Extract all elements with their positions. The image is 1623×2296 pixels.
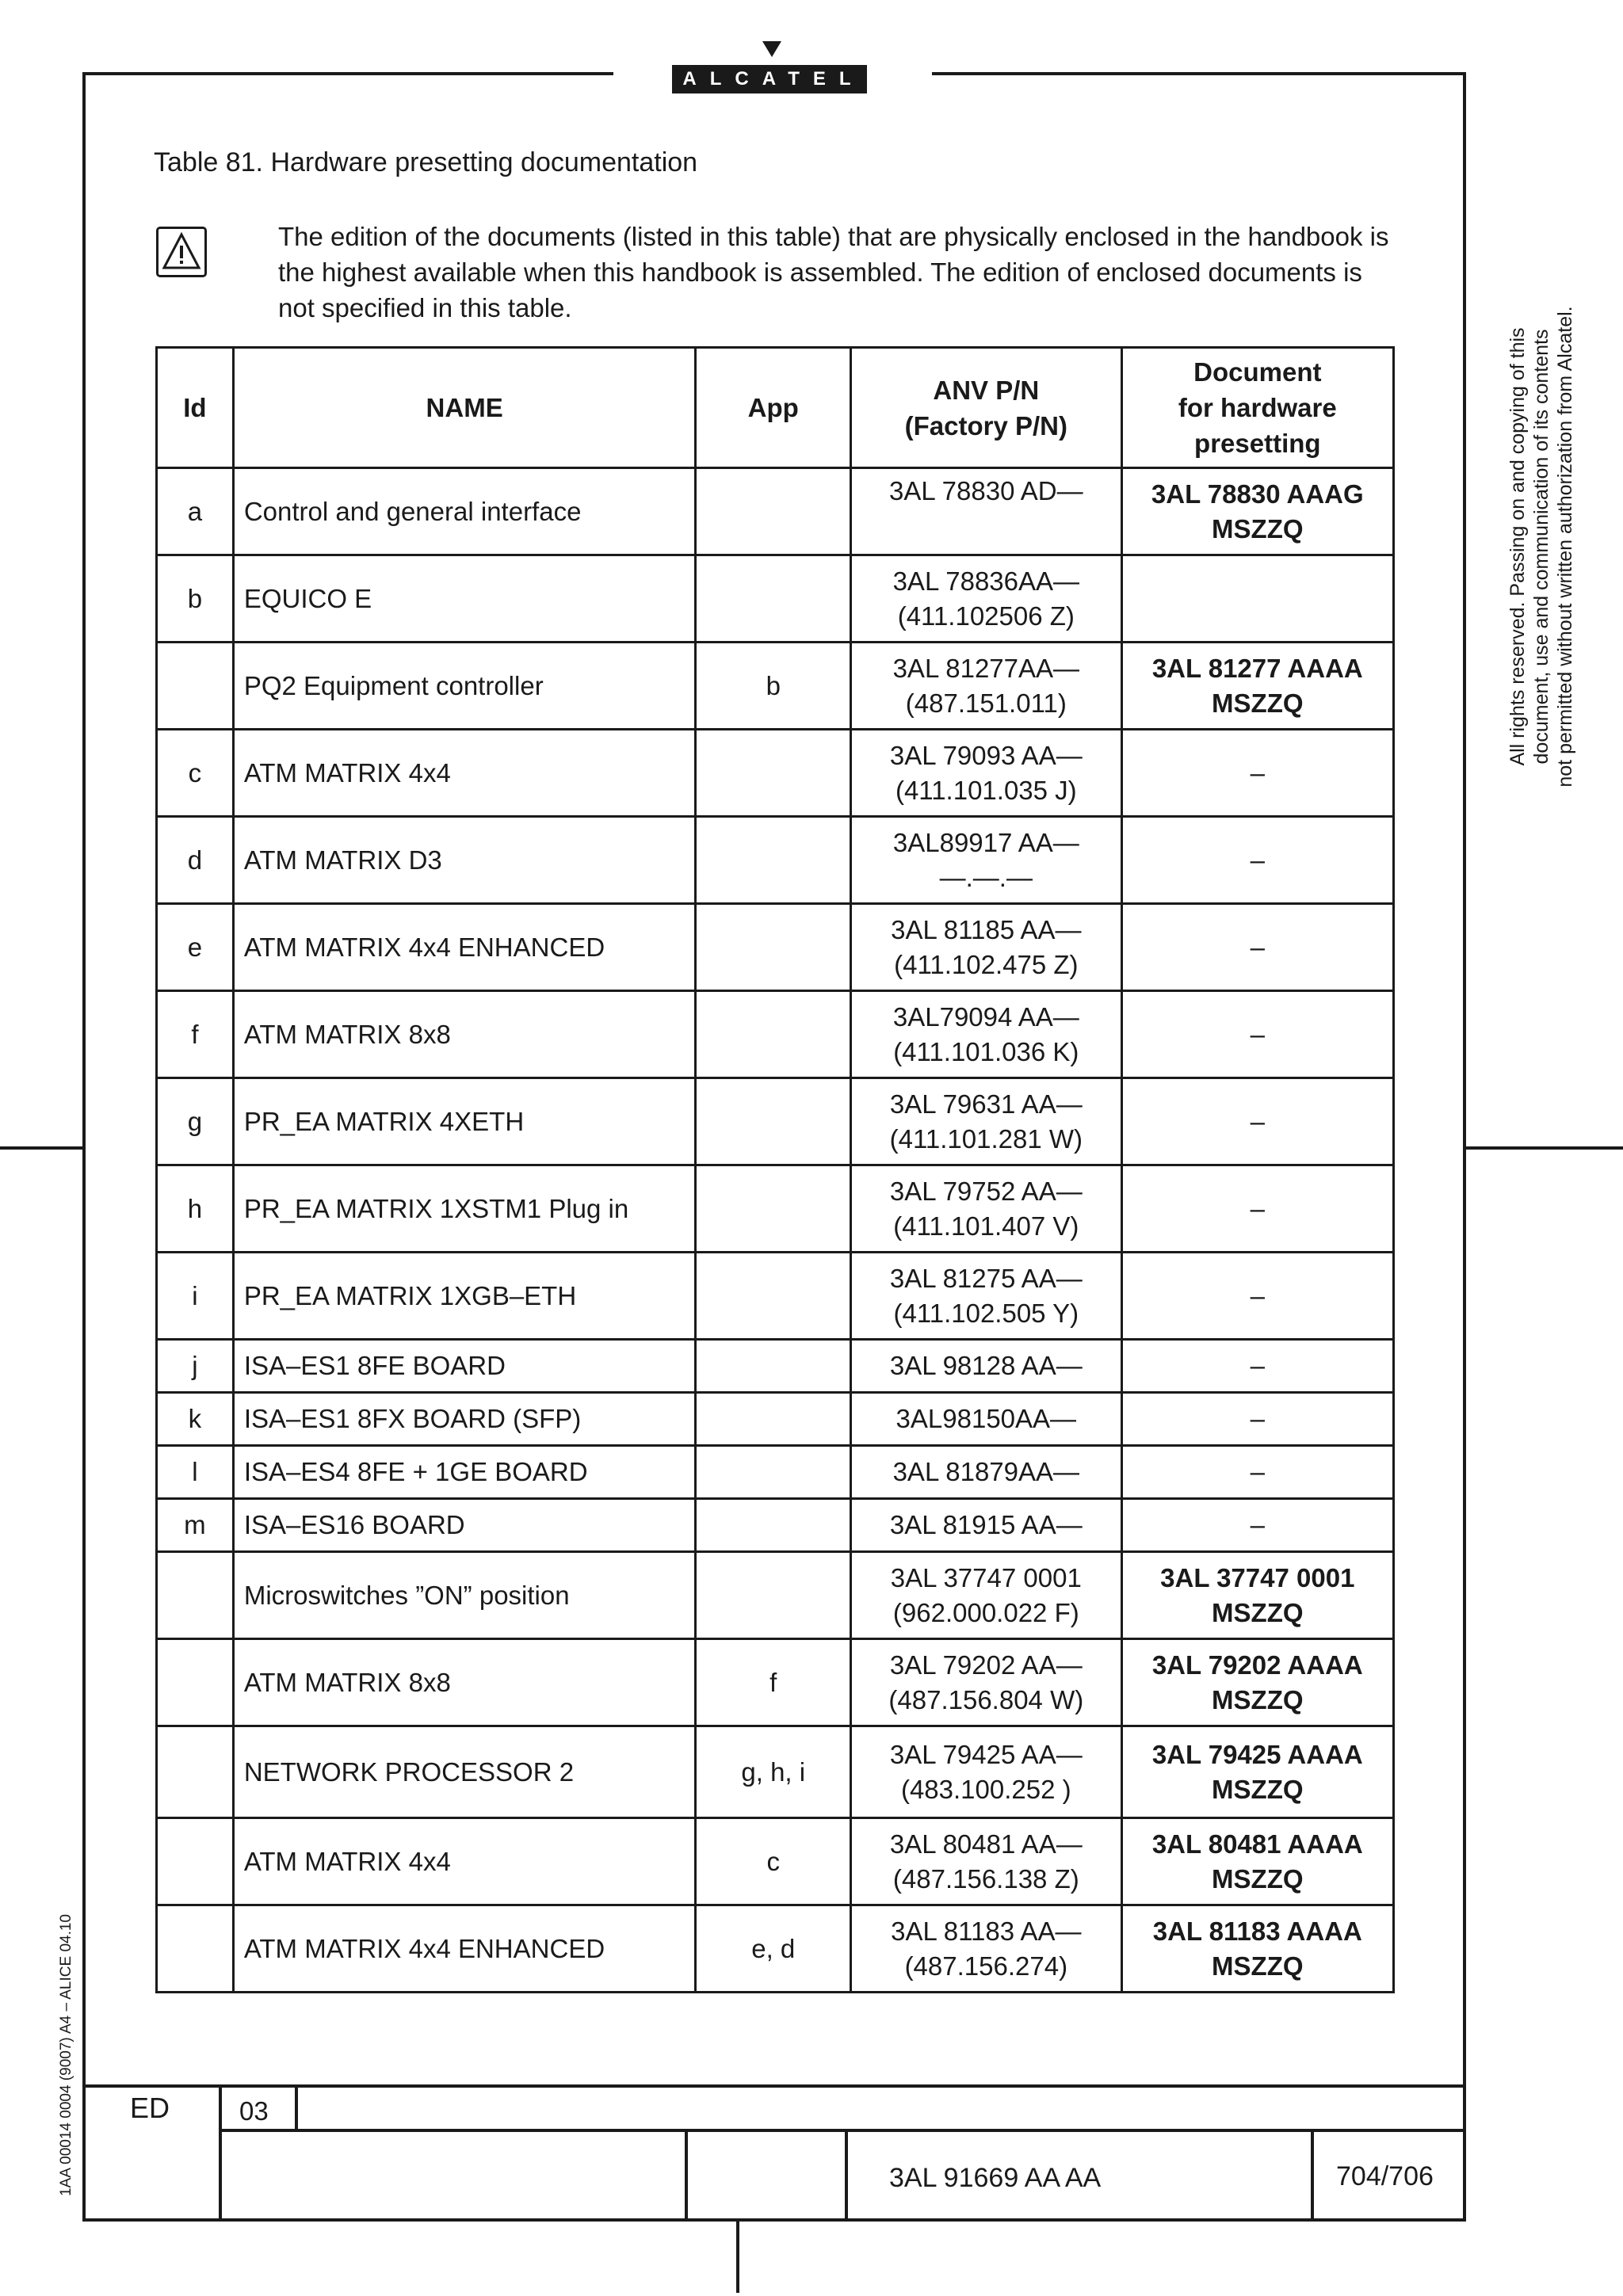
cell-document: –: [1121, 1393, 1393, 1446]
cell-document-line: MSZZQ: [1212, 1863, 1304, 1894]
cell-anv-pn-line: (962.000.022 F): [892, 1597, 1079, 1627]
cell-anv-pn-line: (487.151.011): [905, 688, 1067, 718]
cell-document-line: 3AL 78830 AAAG: [1151, 479, 1364, 509]
page-number: 704/706: [1336, 2161, 1434, 2191]
cell-name: NETWORK PROCESSOR 2: [233, 1726, 696, 1818]
header-document: [1121, 348, 1393, 468]
header-document-line: Document: [1193, 357, 1322, 387]
cell-id: [157, 643, 234, 730]
cell-document-line: 3AL 81183 AAAA: [1152, 1916, 1362, 1946]
cell-anv-pn-line: 3AL 81275 AA—: [889, 1263, 1083, 1293]
cell-document-line: MSZZQ: [1212, 1597, 1304, 1627]
cell-anv-pn: 3AL 98128 AA—: [851, 1340, 1122, 1393]
cell-app: [696, 1078, 851, 1165]
cell-document-line: MSZZQ: [1212, 688, 1304, 718]
cell-anv-pn: [851, 730, 1122, 817]
cell-name: ATM MATRIX 4x4 ENHANCED: [233, 1905, 696, 1993]
cell-anv-pn: [851, 1639, 1122, 1726]
table-row: [157, 1818, 1394, 1905]
cell-app: g, h, i: [696, 1726, 851, 1818]
cell-document: –: [1121, 1078, 1393, 1165]
binding-mark: [736, 2222, 739, 2293]
cell-anv-pn-line: 3AL 81183 AA—: [891, 1916, 1082, 1946]
cell-document-line: 3AL 81277 AAAA: [1151, 653, 1363, 683]
warning-text: The edition of the documents (listed in this table) that are physically enclosed in the handbook is the highest available when this handbook is assembled. The edition of enclosed documents is not specified in this table.: [278, 222, 1389, 322]
cell-document-line: 3AL 37747 0001: [1160, 1562, 1355, 1592]
table-row: [157, 1552, 1394, 1639]
cell-id: [157, 1905, 234, 1993]
hardware-presetting-table: [155, 346, 1395, 1993]
cell-anv-pn-line: (411.102.475 Z): [894, 949, 1079, 979]
cell-id: a: [157, 468, 234, 555]
cell-anv-pn: [851, 817, 1122, 904]
cell-anv-pn: [851, 1078, 1122, 1165]
cell-document: [1121, 1552, 1393, 1639]
cell-name: Microswitches ”ON” position: [233, 1552, 696, 1639]
cell-anv-pn: [851, 555, 1122, 643]
cell-app: e, d: [696, 1905, 851, 1993]
cell-name: PR_EA MATRIX 1XGB–ETH: [233, 1253, 696, 1340]
cell-name: ATM MATRIX 8x8: [233, 1639, 696, 1726]
table-row: [157, 1905, 1394, 1993]
copyright-note: [1506, 306, 1577, 787]
cell-anv-pn-line: 3AL79094 AA—: [892, 1001, 1079, 1032]
cell-app: [696, 1165, 851, 1253]
cell-document: [1121, 468, 1393, 555]
frame-top-left: [82, 72, 613, 75]
cell-document-line: 3AL 79425 AAAA: [1151, 1739, 1363, 1769]
cell-document: –: [1121, 904, 1393, 991]
cell-document: –: [1121, 1446, 1393, 1499]
cell-anv-pn-line: (411.102.505 Y): [893, 1298, 1079, 1328]
cell-document: –: [1121, 817, 1393, 904]
cell-app: [696, 1552, 851, 1639]
cell-anv-pn-line: (487.156.274): [904, 1951, 1068, 1981]
cell-anv-pn: [851, 1905, 1122, 1993]
cell-anv-pn-line: (487.156.138 Z): [892, 1863, 1079, 1894]
cell-id: e: [157, 904, 234, 991]
warning-triangle-icon: [156, 227, 207, 277]
cell-anv-pn-line: 3AL 37747 0001: [890, 1562, 1082, 1592]
table-row: [157, 643, 1394, 730]
table-row: [157, 1078, 1394, 1165]
cell-document: –: [1121, 1165, 1393, 1253]
cell-id: l: [157, 1446, 234, 1499]
cell-id: i: [157, 1253, 234, 1340]
header-anv: [851, 348, 1122, 468]
cell-anv-pn: [851, 643, 1122, 730]
footer-divider: [219, 2084, 222, 2222]
cell-id: b: [157, 555, 234, 643]
cell-anv-pn: [851, 1552, 1122, 1639]
cell-id: m: [157, 1499, 234, 1552]
cell-id: [157, 1818, 234, 1905]
footer-bottom-rule: [82, 2218, 1466, 2222]
cell-name: ATM MATRIX 4x4 ENHANCED: [233, 904, 696, 991]
cell-anv-pn-line: 3AL 78836AA—: [892, 566, 1080, 596]
cell-app: [696, 555, 851, 643]
cell-name: ATM MATRIX D3: [233, 817, 696, 904]
cell-document: –: [1121, 730, 1393, 817]
cell-anv-pn: [851, 1165, 1122, 1253]
footer-divider: [845, 2129, 848, 2222]
cell-anv-pn: [851, 1818, 1122, 1905]
cell-app: [696, 730, 851, 817]
cell-anv-pn-line: (411.101.035 J): [895, 775, 1077, 805]
document-number: 3AL 91669 AA AA: [889, 2163, 1102, 2193]
cell-document: –: [1121, 991, 1393, 1078]
cell-name: PQ2 Equipment controller: [233, 643, 696, 730]
cell-id: [157, 1639, 234, 1726]
cell-name: ATM MATRIX 4x4: [233, 1818, 696, 1905]
table-row: [157, 1340, 1394, 1393]
header-anv-line: ANV P/N: [933, 375, 1040, 405]
footer-divider: [1311, 2129, 1314, 2222]
copyright-line: not permitted without written authorization from Alcatel.: [1554, 306, 1576, 788]
cell-app: [696, 1253, 851, 1340]
cell-document-line: MSZZQ: [1212, 1684, 1304, 1714]
cell-document: [1121, 643, 1393, 730]
cell-app: f: [696, 1639, 851, 1726]
header-app: App: [696, 348, 851, 468]
header-document-line: presetting: [1194, 429, 1321, 458]
header-document-line: for hardware: [1178, 393, 1337, 422]
cell-app: [696, 817, 851, 904]
cell-name: ATM MATRIX 4x4: [233, 730, 696, 817]
cell-anv-pn-line: —.—.—: [939, 862, 1033, 892]
table-row: [157, 1253, 1394, 1340]
cell-anv-pn: 3AL 81879AA—: [851, 1446, 1122, 1499]
cell-document-line: MSZZQ: [1212, 1774, 1304, 1804]
footer-divider: [685, 2129, 688, 2222]
cell-app: [696, 1393, 851, 1446]
table-row: [157, 1446, 1394, 1499]
cell-name: ISA–ES1 8FE BOARD: [233, 1340, 696, 1393]
cell-document: [1121, 1639, 1393, 1726]
table-row: [157, 991, 1394, 1078]
cell-document: [1121, 555, 1393, 643]
document-code: 1AA 00014 0004 (9007) A4 – ALICE 04.10: [58, 1913, 74, 2197]
table-row: [157, 1639, 1394, 1726]
cell-app: [696, 991, 851, 1078]
cell-anv-pn: [851, 904, 1122, 991]
cell-name: EQUICO E: [233, 555, 696, 643]
frame-top-right: [932, 72, 1466, 75]
cell-app: b: [696, 643, 851, 730]
logo-arrow-icon: [762, 41, 781, 57]
cell-anv-pn-line: 3AL 79202 AA—: [889, 1650, 1083, 1680]
table-row: [157, 1165, 1394, 1253]
cell-document-line: 3AL 80481 AAAA: [1151, 1829, 1363, 1859]
table-caption: Table 81. Hardware presetting documentation: [154, 147, 698, 177]
cell-anv-pn: [851, 1253, 1122, 1340]
cell-anv-pn-line: 3AL 79752 AA—: [889, 1176, 1083, 1206]
cell-app: [696, 1340, 851, 1393]
cell-anv-pn-line: 3AL 79425 AA—: [889, 1739, 1083, 1769]
cell-anv-pn-line: 3AL 80481 AA—: [889, 1829, 1083, 1859]
cell-name: ATM MATRIX 8x8: [233, 991, 696, 1078]
cell-anv-pn-line: (411.101.281 W): [889, 1123, 1083, 1154]
copyright-line: All rights reserved. Passing on and copying of this: [1507, 327, 1529, 766]
table-row: [157, 730, 1394, 817]
cell-id: c: [157, 730, 234, 817]
cell-document: –: [1121, 1253, 1393, 1340]
cell-name: PR_EA MATRIX 1XSTM1 Plug in: [233, 1165, 696, 1253]
alcatel-logo: ALCATEL: [672, 65, 867, 93]
cell-anv-pn: 3AL98150AA—: [851, 1393, 1122, 1446]
header-anv-line: (Factory P/N): [904, 410, 1067, 441]
edition-label: ED: [130, 2092, 170, 2124]
cell-anv-pn-line: 3AL 79631 AA—: [889, 1089, 1083, 1119]
header-id: Id: [157, 348, 234, 468]
cell-anv-pn-line: (483.100.252 ): [900, 1774, 1071, 1804]
cell-id: [157, 1552, 234, 1639]
cell-anv-pn-line: 3AL 81185 AA—: [891, 914, 1082, 944]
table-row: [157, 904, 1394, 991]
cell-anv-pn-line: 3AL 79093 AA—: [889, 740, 1083, 770]
cell-id: h: [157, 1165, 234, 1253]
cell-id: j: [157, 1340, 234, 1393]
cell-anv-pn-line: (487.156.804 W): [888, 1684, 1084, 1714]
cell-name: PR_EA MATRIX 4XETH: [233, 1078, 696, 1165]
cell-name: ISA–ES16 BOARD: [233, 1499, 696, 1552]
cell-app: [696, 1446, 851, 1499]
cell-document: –: [1121, 1499, 1393, 1552]
cell-app: [696, 1499, 851, 1552]
frame-left: [82, 72, 86, 2222]
cell-document: [1121, 1818, 1393, 1905]
header-name: NAME: [233, 348, 696, 468]
cell-id: [157, 1726, 234, 1818]
cell-id: k: [157, 1393, 234, 1446]
cell-anv-pn-line: 3AL89917 AA—: [892, 827, 1079, 857]
footer-mid-rule: [220, 2129, 1466, 2132]
copyright-line: document, use and communication of its contents: [1530, 329, 1552, 765]
cell-anv-pn: [851, 1726, 1122, 1818]
cell-anv-pn-line: (411.101.036 K): [893, 1036, 1079, 1066]
cell-anv-pn-line: 3AL 81277AA—: [892, 653, 1080, 683]
cell-document: [1121, 1726, 1393, 1818]
cell-name: ISA–ES4 8FE + 1GE BOARD: [233, 1446, 696, 1499]
cell-document: [1121, 1905, 1393, 1993]
cell-app: [696, 468, 851, 555]
cell-anv-pn: 3AL 81915 AA—: [851, 1499, 1122, 1552]
table-row: [157, 468, 1394, 555]
cell-id: f: [157, 991, 234, 1078]
edition-value: 03: [239, 2096, 269, 2126]
cell-anv-pn-line: (411.101.407 V): [893, 1211, 1079, 1241]
cell-name: ISA–ES1 8FX BOARD (SFP): [233, 1393, 696, 1446]
cell-name: Control and general interface: [233, 468, 696, 555]
cell-id: g: [157, 1078, 234, 1165]
table-row: [157, 817, 1394, 904]
cell-app: [696, 904, 851, 991]
footer-divider: [295, 2084, 298, 2130]
table-row: [157, 1393, 1394, 1446]
table-row: [157, 555, 1394, 643]
cell-anv-pn: 3AL 78830 AD—: [851, 468, 1122, 555]
cell-anv-pn: [851, 991, 1122, 1078]
cell-document: –: [1121, 1340, 1393, 1393]
cell-id: d: [157, 817, 234, 904]
cell-anv-pn-line: (411.102506 Z): [897, 601, 1075, 631]
table-row: [157, 1726, 1394, 1818]
crop-mark-right: [1466, 1146, 1623, 1150]
cell-document-line: MSZZQ: [1212, 1951, 1304, 1981]
cell-document-line: MSZZQ: [1212, 513, 1304, 543]
footer-top-rule: [82, 2084, 1466, 2088]
crop-mark-left: [0, 1146, 82, 1150]
cell-app: c: [696, 1818, 851, 1905]
cell-document-line: 3AL 79202 AAAA: [1151, 1650, 1363, 1680]
table-row: [157, 1499, 1394, 1552]
